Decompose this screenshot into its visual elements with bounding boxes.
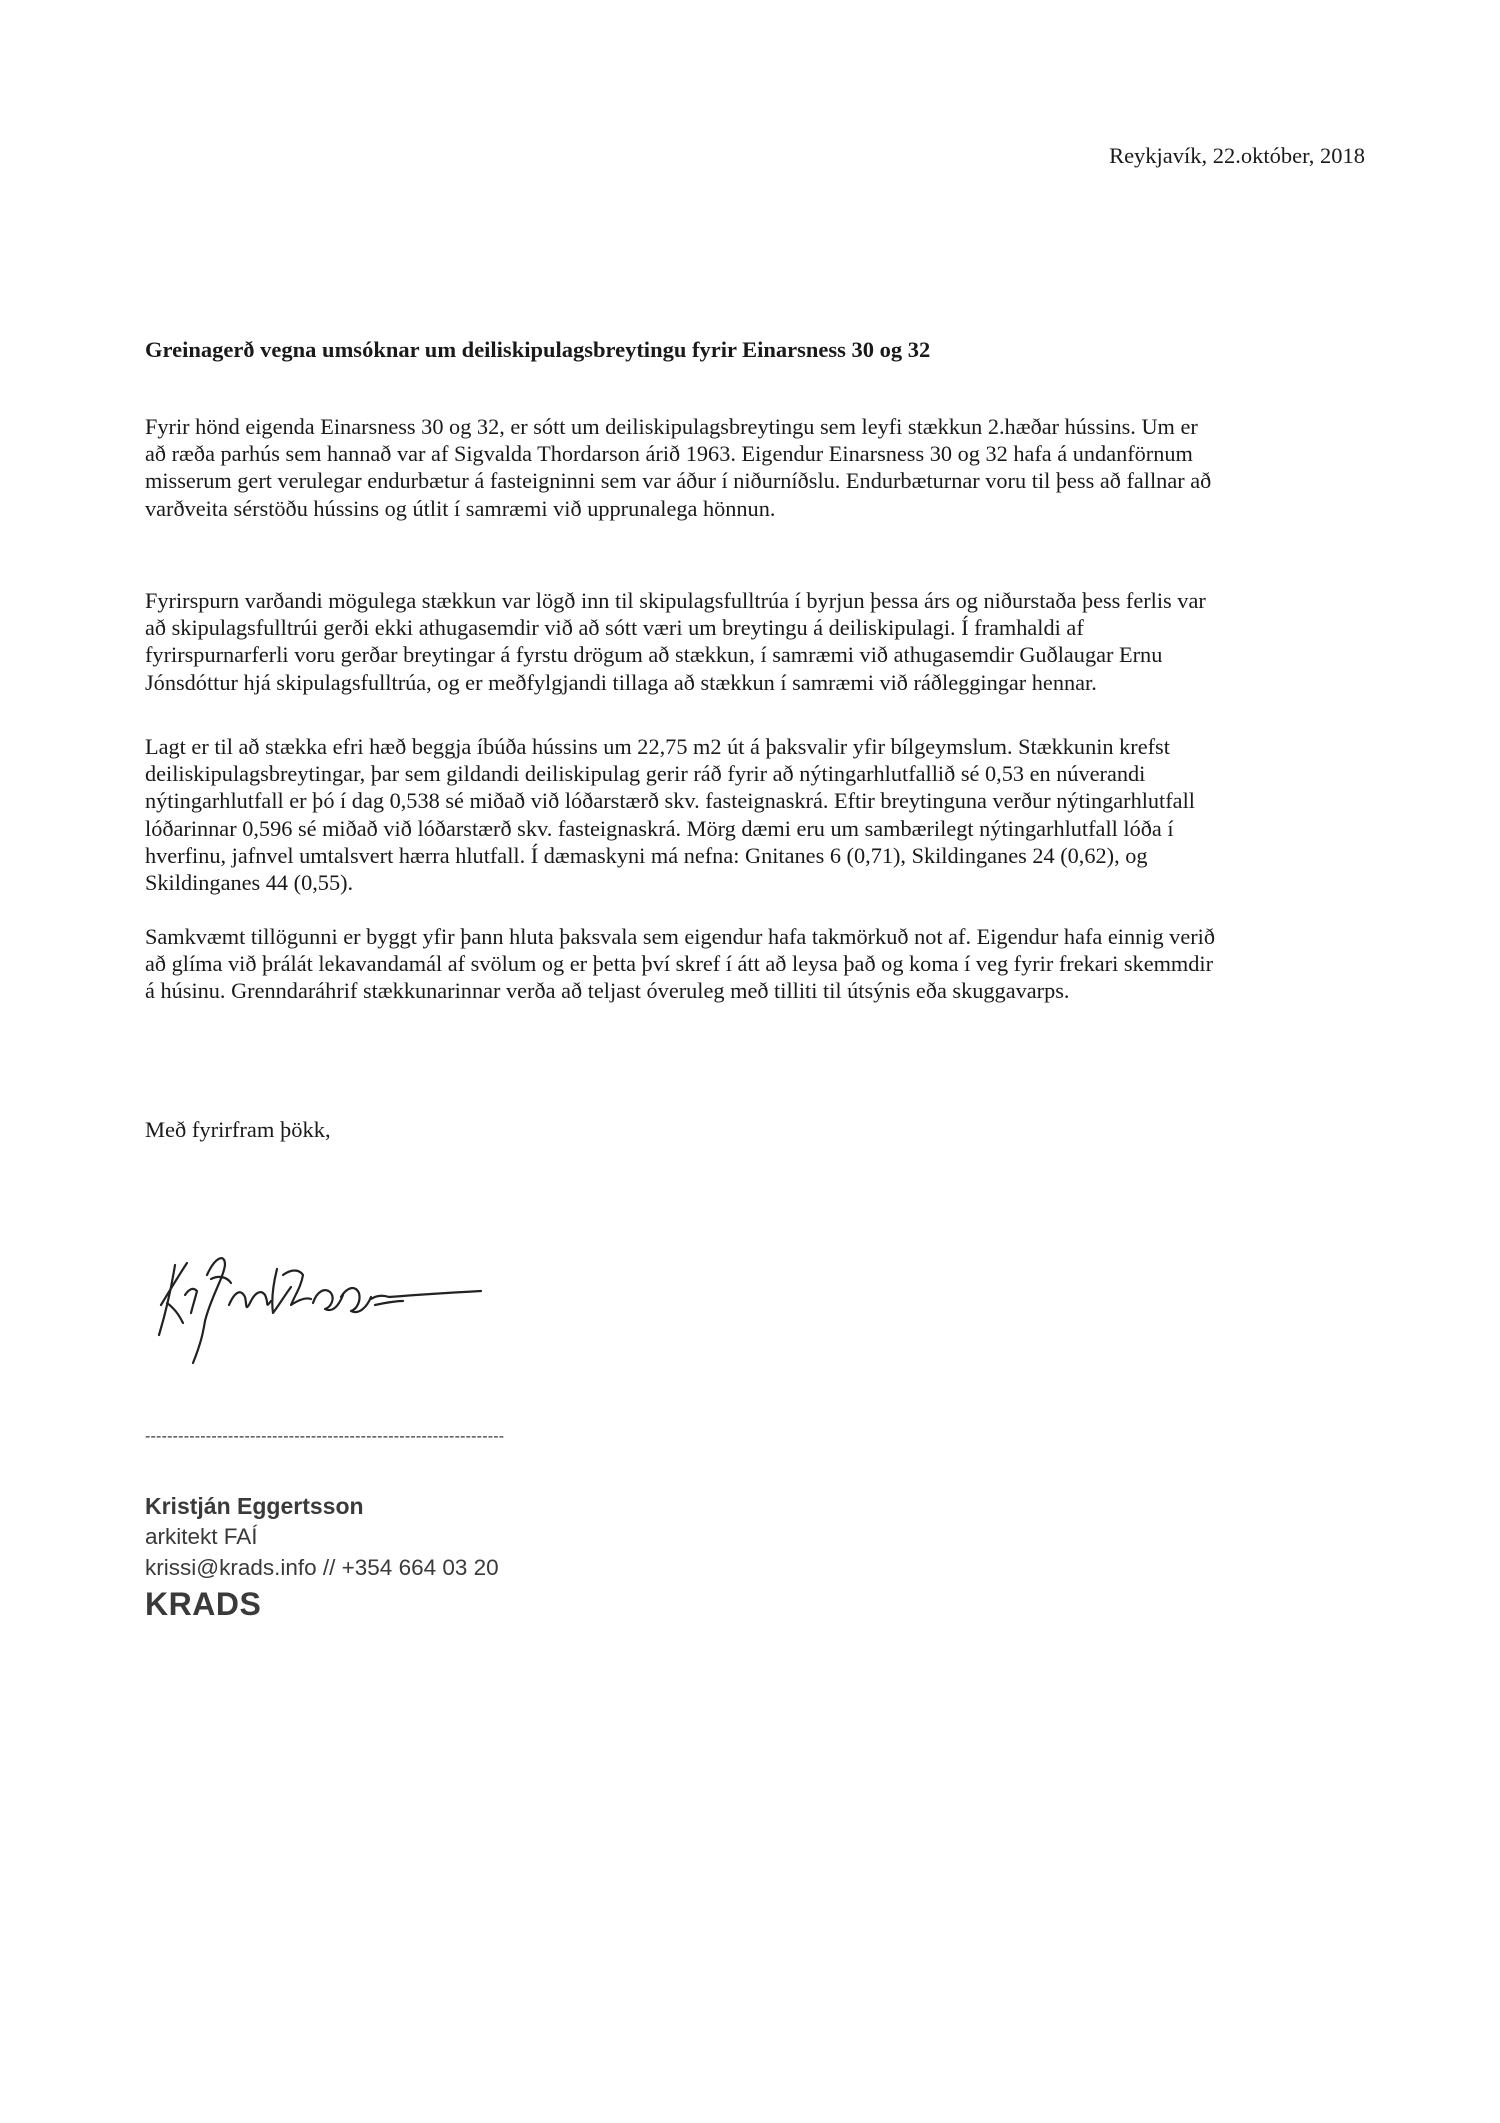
paragraph-4 bbox=[145, 923, 1365, 1005]
paragraph-line: hverfinu, jafnvel umtalsvert hærra hlutfall. Í dæmaskyni má nefna: Gnitanes 6 (0,71), Skildinganes 24 (0,62), og bbox=[145, 842, 1148, 868]
paragraph-line: misserum gert verulegar endurbætur á fasteigninni sem var áður í niðurníðslu. Endurbæturnar voru til þess að fallnar að bbox=[145, 468, 1212, 494]
company-name: KRADS bbox=[145, 1586, 262, 1622]
paragraph-line: Samkvæmt tillögunni er byggt yfir þann hluta þaksvala sem eigendur hafa takmörkuð not af. Eigendur hafa einnig verið bbox=[145, 924, 1215, 949]
paragraph-line: að glíma við þrálát lekavandamál af svölum og er þetta því skref í átt að leysa það og koma í veg fyrir frekari skemmdir bbox=[145, 951, 1214, 977]
signature-separator: ----------------------------------------------------------------- bbox=[145, 1428, 505, 1445]
signer-role: arkitekt FAÍ bbox=[145, 1524, 258, 1549]
paragraph-line: varðveita sérstöðu hússins og útlit í samræmi við upprunalega hönnun. bbox=[145, 495, 776, 521]
letter-title: Greinagerð vegna umsóknar um deiliskipulagsbreytingu fyrir Einarsness 30 og 32 bbox=[145, 337, 931, 362]
letter-date: Reykjavík, 22.október, 2018 bbox=[1109, 143, 1365, 168]
handwritten-signature bbox=[145, 1235, 495, 1375]
paragraph-line: fyrirspurnarferli voru gerðar breytingar á fyrstu drögum að stækkun, í samræmi við athugasemdir Guðlaugar Ernu bbox=[145, 642, 1163, 668]
paragraph-line: Jónsdóttur hjá skipulagsfulltrúa, og er meðfylgjandi tillaga að stækkun í samræmi við ráðleggingar hennar. bbox=[145, 669, 1097, 695]
paragraph-line: Fyrirspurn varðandi mögulega stækkun var lögð inn til skipulagsfulltrúa í byrjun þessa árs og niðurstaða þess ferlis var bbox=[145, 588, 1206, 613]
signer-contact: krissi@krads.info // +354 664 03 20 bbox=[145, 1555, 499, 1580]
paragraph-line: lóðarinnar 0,596 sé miðað við lóðarstærð skv. fasteignaskrá. Mörg dæmi eru um sambærilegt nýtingarhlutfall lóða í bbox=[145, 815, 1174, 841]
paragraph-line: á húsinu. Grenndaráhrif stækkunarinnar verða að teljast óveruleg með tilliti til útsýnis eða skuggavarps. bbox=[145, 978, 1070, 1004]
paragraph-line: að skipulagsfulltrúi gerði ekki athugasemdir við að sótt væri um breytingu á deiliskipulagi. Í framhaldi af bbox=[145, 615, 1084, 641]
paragraph-line: deiliskipulagsbreytingar, þar sem gildandi deiliskipulag gerir ráð fyrir að nýtingarhlutfallið sé 0,53 en núverandi bbox=[145, 761, 1146, 787]
paragraph-3 bbox=[145, 733, 1365, 896]
paragraph-line: nýtingarhlutfall er þó í dag 0,538 sé miðað við lóðarstærð skv. fasteignaskrá. Eftir breytinguna verður nýtingarhlutfall bbox=[145, 788, 1195, 814]
paragraph-line: að ræða parhús sem hannað var af Sigvalda Thordarson árið 1963. Eigendur Einarsness 30 og 32 hafa á undanförnum bbox=[145, 441, 1193, 467]
paragraph-line: Skildinganes 44 (0,55). bbox=[145, 870, 354, 896]
paragraph-2 bbox=[145, 587, 1365, 696]
closing-text: Með fyrirfram þökk, bbox=[145, 1117, 331, 1142]
paragraph-line: Lagt er til að stækka efri hæð beggja íbúða hússins um 22,75 m2 út á þaksvalir yfir bílgeymslum. Stækkunin krefst bbox=[145, 734, 1170, 759]
signer-name: Kristján Eggertsson bbox=[145, 1493, 364, 1519]
paragraph-line: Fyrir hönd eigenda Einarsness 30 og 32, er sótt um deiliskipulagsbreytingu sem leyfi stækkun 2.hæðar hússins. Um er bbox=[145, 414, 1198, 439]
paragraph-1 bbox=[145, 413, 1365, 522]
